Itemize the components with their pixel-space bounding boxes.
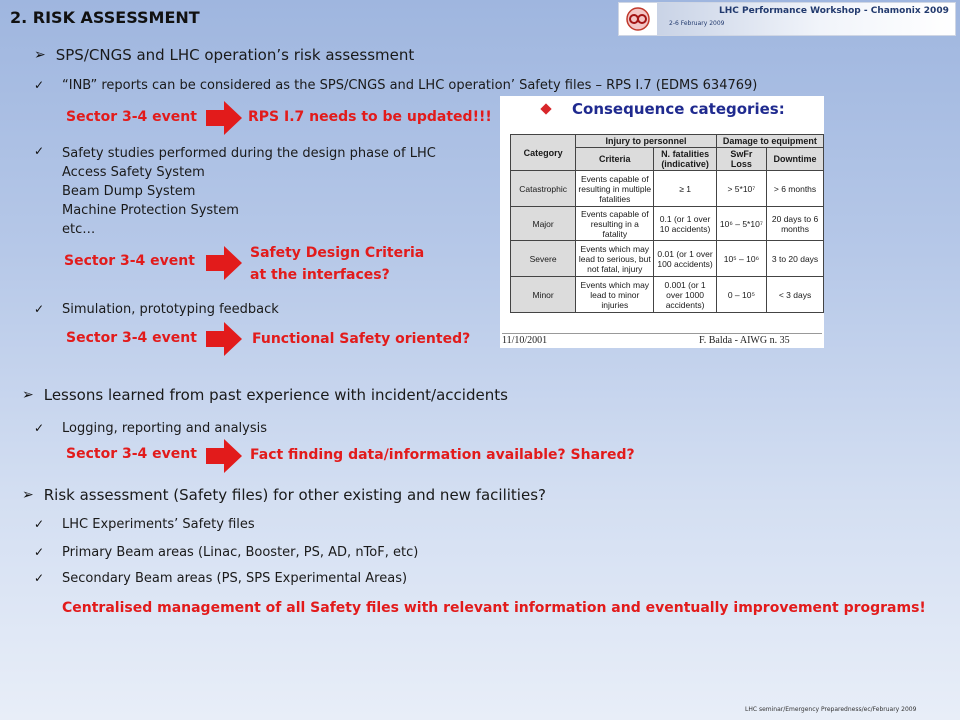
checkmark-icon: ✓ bbox=[34, 421, 45, 435]
event-consequence-line: Safety Design Criteria bbox=[250, 245, 425, 261]
table-footer-source: F. Balda - AIWG n. 35 bbox=[699, 335, 790, 346]
table-header: N. fatalities (indicative) bbox=[654, 148, 716, 171]
check-item bbox=[34, 78, 757, 93]
table-cell: < 3 days bbox=[767, 277, 824, 313]
table-cell: Catastrophic bbox=[511, 171, 576, 207]
event-consequence-line: at the interfaces? bbox=[250, 267, 390, 283]
table-header: Criteria bbox=[576, 148, 654, 171]
table-cell: Events capable of resulting in a fatality bbox=[576, 207, 654, 241]
table-cell: 10⁶ – 5*10⁷ bbox=[716, 207, 766, 241]
check-subtext: etc… bbox=[62, 222, 96, 237]
table-header: Injury to personnel bbox=[576, 135, 717, 148]
check-item bbox=[34, 517, 255, 532]
section-text: Risk assessment (Safety files) for other existing and new facilities? bbox=[43, 486, 546, 504]
check-item bbox=[34, 545, 418, 560]
lhc-logo-icon bbox=[619, 3, 657, 35]
arrow-bullet-icon: ➢ bbox=[22, 387, 34, 403]
table-cell: Severe bbox=[511, 241, 576, 277]
table-cell: 0.01 (or 1 over 100 accidents) bbox=[654, 241, 716, 277]
table-cell: 3 to 20 days bbox=[767, 241, 824, 277]
section-bullet bbox=[22, 386, 508, 404]
table-cell: Events capable of resulting in multiple fatalities bbox=[576, 171, 654, 207]
banner-title: LHC Performance Workshop - Chamonix 2009 bbox=[719, 6, 949, 16]
conclusion-text: Centralised management of all Safety files with relevant information and eventually improvement programs! bbox=[62, 600, 926, 616]
check-text: LHC Experiments’ Safety files bbox=[62, 517, 255, 532]
workshop-banner bbox=[618, 2, 956, 36]
table-header: Damage to equipment bbox=[716, 135, 823, 148]
event-consequence: RPS I.7 needs to be updated!!! bbox=[248, 109, 492, 125]
checkmark-icon: ✓ bbox=[34, 545, 45, 559]
slide-footer: LHC seminar/Emergency Preparedness/ec/February 2009 bbox=[745, 706, 917, 713]
check-item bbox=[34, 302, 279, 317]
check-text: Safety studies performed during the design phase of LHC bbox=[62, 146, 436, 161]
checkmark-icon: ✓ bbox=[34, 571, 45, 585]
table-footer bbox=[502, 333, 822, 346]
red-arrow-icon bbox=[206, 439, 242, 473]
table-cell: Major bbox=[511, 207, 576, 241]
table-row bbox=[511, 207, 824, 241]
event-consequence: Fact finding data/information available? Shared? bbox=[250, 447, 635, 463]
check-subtext: Beam Dump System bbox=[62, 184, 196, 199]
event-consequence bbox=[250, 242, 424, 286]
table-row bbox=[511, 171, 824, 207]
slide-title: 2. RISK ASSESSMENT bbox=[10, 8, 200, 27]
red-arrow-icon bbox=[206, 322, 242, 356]
table-cell: 0.001 (or 1 over 1000 accidents) bbox=[654, 277, 716, 313]
consequence-table bbox=[510, 134, 824, 313]
table-cell: 0 – 10⁵ bbox=[716, 277, 766, 313]
event-label: Sector 3-4 event bbox=[66, 109, 197, 125]
arrow-bullet-icon: ➢ bbox=[34, 47, 46, 63]
checkmark-icon: ✓ bbox=[34, 144, 45, 158]
table-cell: 10⁵ – 10⁶ bbox=[716, 241, 766, 277]
table-cell: 20 days to 6 months bbox=[767, 207, 824, 241]
table-cell: > 6 months bbox=[767, 171, 824, 207]
event-label: Sector 3-4 event bbox=[64, 253, 195, 269]
table-cell: 0.1 (or 1 over 10 accidents) bbox=[654, 207, 716, 241]
check-text: Secondary Beam areas (PS, SPS Experimental Areas) bbox=[62, 571, 408, 586]
table-cell: ≥ 1 bbox=[654, 171, 716, 207]
table-header: Downtime bbox=[767, 148, 824, 171]
checkmark-icon: ✓ bbox=[34, 302, 45, 316]
table-row bbox=[511, 277, 824, 313]
table-cell: Events which may lead to serious, but not fatal, injury bbox=[576, 241, 654, 277]
section-bullet bbox=[34, 46, 414, 64]
table-cell: Events which may lead to minor injuries bbox=[576, 277, 654, 313]
red-arrow-icon bbox=[206, 246, 242, 280]
check-text: Primary Beam areas (Linac, Booster, PS, AD, nToF, etc) bbox=[62, 545, 419, 560]
check-item bbox=[34, 421, 267, 436]
check-item bbox=[34, 144, 436, 239]
checkmark-icon: ✓ bbox=[34, 517, 45, 531]
section-text: SPS/CNGS and LHC operation’s risk assessment bbox=[55, 46, 415, 64]
table-cell: Minor bbox=[511, 277, 576, 313]
table-heading: Consequence categories: bbox=[572, 100, 785, 118]
banner-dates: 2-6 February 2009 bbox=[669, 20, 725, 27]
event-label: Sector 3-4 event bbox=[66, 446, 197, 462]
event-label: Sector 3-4 event bbox=[66, 330, 197, 346]
table-cell: > 5*10⁷ bbox=[716, 171, 766, 207]
check-subtext: Access Safety System bbox=[62, 165, 205, 180]
check-subtext: Machine Protection System bbox=[62, 203, 239, 218]
checkmark-icon: ✓ bbox=[34, 78, 45, 92]
table-footer-date: 11/10/2001 bbox=[502, 335, 548, 346]
check-text: Logging, reporting and analysis bbox=[62, 421, 268, 436]
section-bullet bbox=[22, 486, 546, 504]
event-consequence: Functional Safety oriented? bbox=[252, 331, 471, 347]
diamond-bullet-icon bbox=[540, 103, 551, 114]
check-text: “INB” reports can be considered as the SPS/CNGS and LHC operation’ Safety files – RPS I.7 (EDMS 634769) bbox=[62, 78, 758, 93]
table-header: SwFr Loss bbox=[716, 148, 766, 171]
table-header: Category bbox=[511, 135, 576, 171]
check-text: Simulation, prototyping feedback bbox=[62, 302, 279, 317]
check-item bbox=[34, 571, 407, 586]
section-text: Lessons learned from past experience with incident/accidents bbox=[43, 386, 508, 404]
consequence-table-image bbox=[500, 96, 824, 348]
arrow-bullet-icon: ➢ bbox=[22, 487, 34, 503]
table-row bbox=[511, 241, 824, 277]
red-arrow-icon bbox=[206, 101, 242, 135]
